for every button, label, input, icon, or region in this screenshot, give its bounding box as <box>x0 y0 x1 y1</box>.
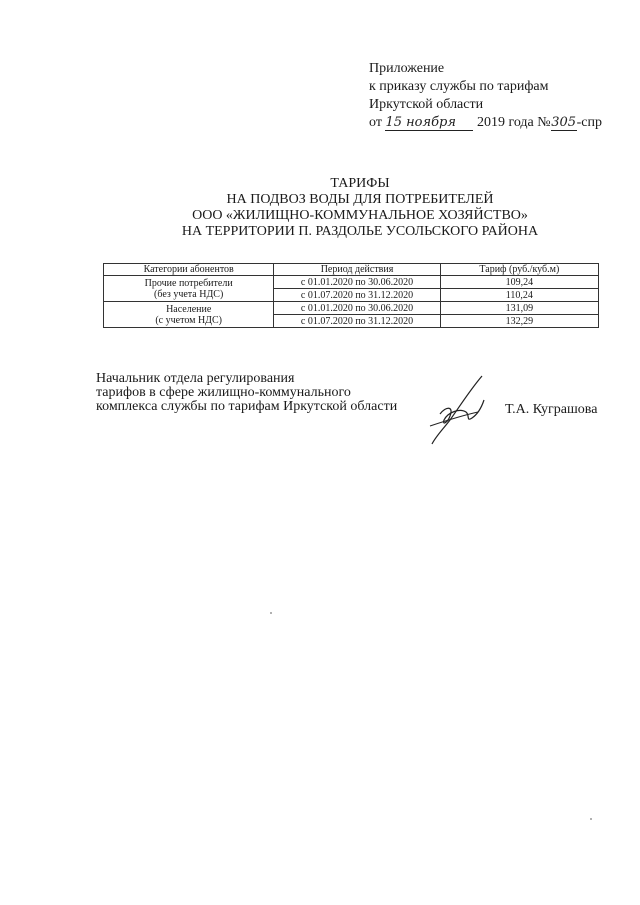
signer-block <box>96 372 397 414</box>
header-category: Категории абонентов <box>104 264 274 276</box>
category-vat-note: (с учетом НДС) <box>155 314 222 326</box>
signer-line-2: тарифов в сфере жилищно-коммунального <box>96 385 351 400</box>
period-cell: с 01.07.2020 по 31.12.2020 <box>274 289 440 302</box>
table-row <box>104 276 599 289</box>
appendix-block <box>369 60 602 132</box>
tariff-cell: 109,24 <box>440 276 598 289</box>
appendix-prefix: от <box>369 115 382 130</box>
signer-name: Т.А. Куграшова <box>505 402 598 417</box>
signer-line-1: Начальник отдела регулирования <box>96 371 295 386</box>
scan-speck <box>270 612 272 614</box>
tariff-cell: 131,09 <box>440 302 598 315</box>
appendix-suffix: -спр <box>576 115 602 130</box>
handwritten-number: 305 <box>551 115 577 130</box>
appendix-line-4 <box>369 114 602 132</box>
title-line-2: НА ПОДВОЗ ВОДЫ ДЛЯ ПОТРЕБИТЕЛЕЙ <box>226 192 494 207</box>
period-cell: с 01.07.2020 по 31.12.2020 <box>274 315 440 328</box>
header-tariff: Тариф (руб./куб.м) <box>440 264 598 276</box>
tariff-cell: 132,29 <box>440 315 598 328</box>
category-cell <box>104 302 274 328</box>
table-row <box>104 302 599 315</box>
title-line-4: НА ТЕРРИТОРИИ П. РАЗДОЛЬЕ УСОЛЬСКОГО РАЙОНА <box>181 224 539 239</box>
tariffs-table <box>103 263 599 328</box>
scan-speck <box>590 818 592 820</box>
category-name: Население <box>166 303 212 315</box>
header-period: Период действия <box>274 264 440 276</box>
table-header-row <box>104 264 599 276</box>
appendix-year: 2019 года № <box>476 115 551 130</box>
tariff-cell: 110,24 <box>440 289 598 302</box>
title-line-3: ООО «ЖИЛИЩНО-КОММУНАЛЬНОЕ ХОЗЯЙСТВО» <box>192 208 528 223</box>
document-title <box>0 176 640 240</box>
category-vat-note: (без учета НДС) <box>154 288 224 300</box>
title-line-1: ТАРИФЫ <box>330 176 390 191</box>
category-cell <box>104 276 274 302</box>
appendix-line-3: Иркутской области <box>369 97 484 112</box>
category-name: Прочие потребители <box>144 277 233 289</box>
handwritten-signature <box>420 370 500 450</box>
period-cell: с 01.01.2020 по 30.06.2020 <box>274 302 440 315</box>
appendix-line-2: к приказу службы по тарифам <box>369 79 549 94</box>
period-cell: с 01.01.2020 по 30.06.2020 <box>274 276 440 289</box>
appendix-line-1: Приложение <box>369 61 445 76</box>
signer-line-3: комплекса службы по тарифам Иркутской области <box>96 399 398 414</box>
handwritten-date: 15 ноября <box>385 116 473 131</box>
